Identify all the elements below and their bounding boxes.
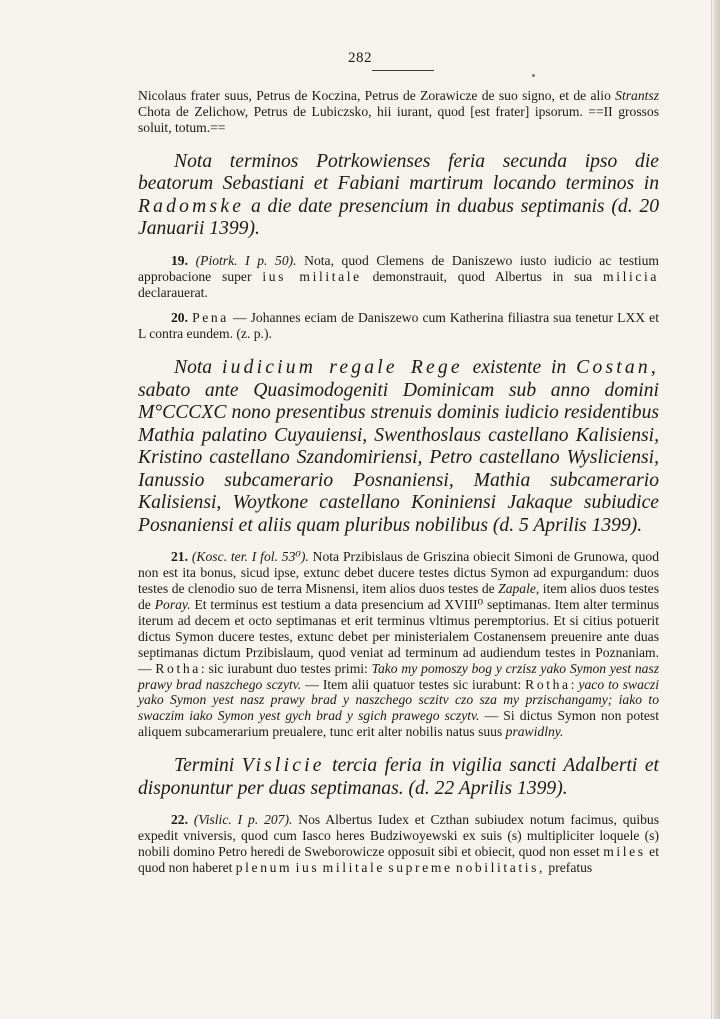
rubric-terms-potrkow: Nota terminos Potrkowienses feria secunda ipso die beatorum Sebastiani et Fabiani martirum locando terminos in Radomske a die date presencium in duabus septimanis (d. 20 Januarii 1399). — [138, 150, 659, 240]
page-body — [138, 88, 659, 876]
rubric-royal-court: Nota iudicium regale Rege existente in Costan, sabato ante Quasimodogeniti Dominicam sub anno domini M°CCCXC nono presentibus strenuis dominis iudicio residentibus Mathia palatino Cuyauiensi, Swenthoslaus castellano Kalisiensi, Kristino castellano Szandomiriensi, Petro castellano Wysliciensi, Ianussio subcamerario Posnaniensi, Mathia subcamerario Kalisiensi, Woytkone castellano Koniniensi Jakaque subiudice Posnaniensi et aliis quam pluribus nobilibus (d. 5 Aprilis 1399). — [138, 357, 659, 536]
entry-20: 20. Pena — Johannes eciam de Daniszewo cum Katherina filiastra sua tenetur LXX et L contra eundem. (z. p.). — [138, 310, 659, 342]
entry-21: 21. (Kosc. ter. I fol. 53⁰). Nota Przibislaus de Griszina obiecit Simoni de Grunowa, quod non est ita bonus, sicud ipse, extunc debet ducere testes dictus Symon ad expurgandum: duos testes de clenodio suo de terra Misnensi, item alios duos testes de Zapale, item alios duos testes de Poray. Et terminus est testium a data presencium ad XVIII⁰ septimanas. Item alter terminus iterum ad decem et octo septimanas et erit terminus vltimus peremptorius. Et si citius potuerit dictus Symon ducere testes, extunc debet per ministerialem Costanensem preuenire ante duas septimanas dictum Przibislaum, quod veniat ad terminum ad audiendum testes in Poznaniam. — Rotha: sic iurabunt duo testes primi: Tako my pomoszy bog y crzisz yako Symon yest nasz prawy brad naszchego sczytv. — Item alii quatuor testes sic iurabunt: Rotha: yaco to swaczi yako Symon yest nasz prawy brad y naszchego sczitv czo sza my przischangamy; iako to swaczim iako Symon yest gych brad y sgich prawego sczytv. — Si dictus Symon non potest aliquem subcamerarium preualere, tunc erit alter nobilis natus suus prawidlny. — [138, 549, 660, 740]
paragraph-continuation: Nicolaus frater suus, Petrus de Koczina, Petrus de Zorawicze de suo signo, et de alio Strantsz Chota de Zelichow, Petrus de Lubiczsko, hii iurant, quod [est frater] ipsorum. ==II grossos soluit, totum.== — [138, 88, 659, 135]
entry-22: 22. (Vislic. I p. 207). Nos Albertus Iudex et Czthan subiudex notum facimus, quibus expedit vniversis, quod cum Iasco heres Budziwoyewski ex suis (s) multipliciter loquele (s) nobili domino Petro heredi de Sweborowicze opposuit sibi et obiecit, quod non esset miles et quod non haberet plenum ius militale supreme nobilitatis, prefatus — [138, 812, 659, 875]
ink-speck — [532, 74, 535, 77]
rubric-terms-vislicia: Termini Vislicie tercia feria in vigilia sancti Adalberti et disponuntur per duas septimanas. (d. 22 Aprilis 1399). — [138, 755, 659, 799]
page-number-rule — [372, 70, 434, 71]
page-edge-shadow — [713, 0, 720, 1019]
page-number: 282 — [348, 50, 372, 66]
entry-19: 19. (Piotrk. I p. 50). Nota, quod Clemens de Daniszewo iusto iudicio ac testium approbacione super ius militale demonstrauit, quod Albertus in sua milicia declarauerat. — [138, 252, 659, 300]
page-edge-line — [711, 0, 712, 1019]
